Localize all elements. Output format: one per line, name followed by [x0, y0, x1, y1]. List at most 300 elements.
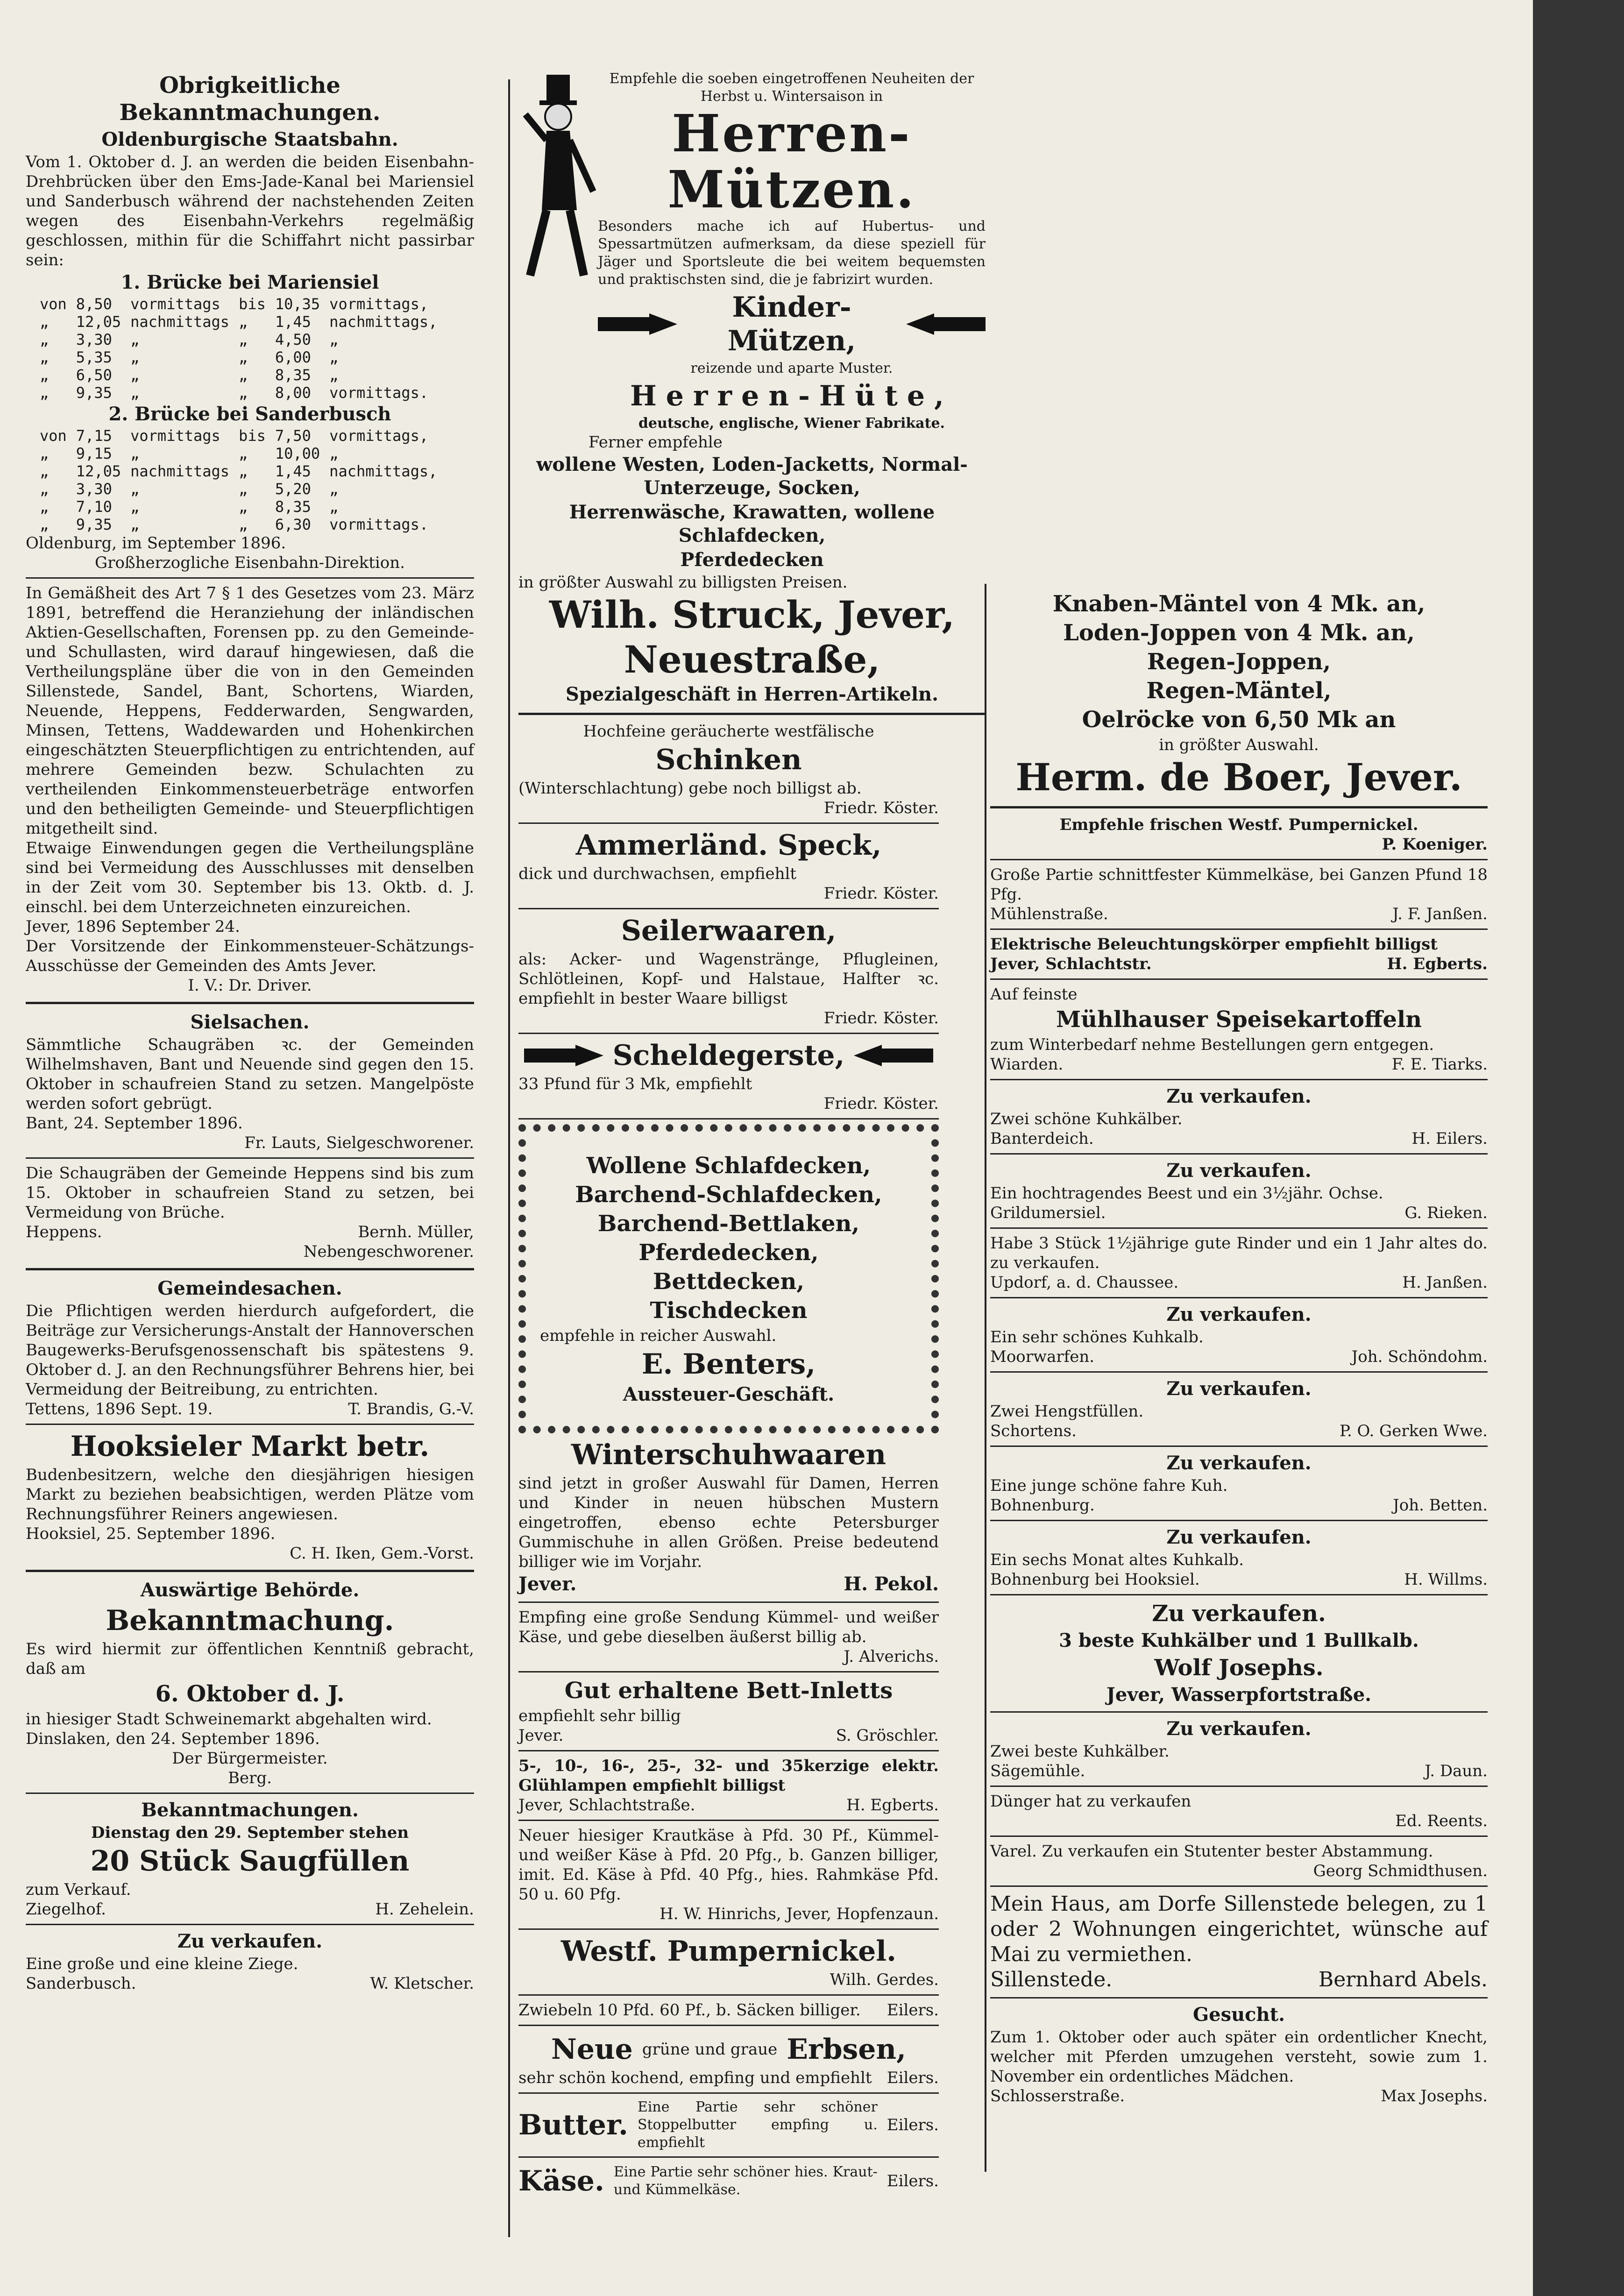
- schedule-row: [35, 331, 442, 348]
- schedule-row: [35, 384, 442, 402]
- divider: [518, 1750, 939, 1751]
- ad-text: sehr schön kochend, empfing und empfiehlt: [518, 2069, 872, 2087]
- schedule-cell: vormittags.: [329, 384, 429, 402]
- notice-signature: T. Brandis, G.-V.: [348, 1400, 474, 1418]
- ad-signature: Max Josephs.: [1381, 2087, 1488, 2105]
- ad-place: Mühlenstraße.: [990, 905, 1108, 923]
- schedule-cell: nachmittags,: [329, 462, 438, 480]
- notice-text: Etwaige Einwendungen gegen die Vertheilungspläne sind bei Vermeidung des Ausschlusses mit denselben in der Zeit vom 30. September bis 13. Oktb. d. J. einschl. bei dem Unterzeichneten einzureichen.: [26, 839, 479, 916]
- ad-place: Jever, Schlachtstraße.: [518, 1796, 695, 1814]
- ad-place: Banterdeich.: [990, 1129, 1094, 1148]
- ad-signature: H. Egberts.: [846, 1796, 939, 1814]
- divider: [518, 908, 939, 909]
- ad-text: Besonders mache ich auf Hubertus- und Spessartmützen aufmerksam, da diese speziell für Jäger und Sportsleute die bei weitem bequemsten und praktischsten sind, die je fabrizirt wurden.: [598, 218, 990, 288]
- ad-signature: H. W. Hinrichs, Jever, Hopfenzaun.: [660, 1905, 939, 1923]
- notice-text: in hiesiger Stadt Schweinemarkt abgehalten wird.: [26, 1710, 432, 1729]
- ad-signature: J. Alverichs.: [844, 1647, 939, 1666]
- ad-title: Wilh. Struck, Jever, Neuestraße,: [549, 593, 955, 681]
- ad-signature: H. Pekol.: [844, 1573, 939, 1595]
- schedule-cell: „: [239, 480, 248, 498]
- ad-text: Eine junge schöne fahre Kuh.: [990, 1476, 1228, 1495]
- ad-signature: Joh. Betten.: [1393, 1496, 1488, 1515]
- schedule-cell: „: [40, 480, 49, 498]
- ad-title: Erbsen,: [787, 2033, 906, 2066]
- notice-signature: Bernh. Müller,: [358, 1223, 474, 1241]
- schedule-cell: 6,00: [275, 348, 311, 366]
- divider: [518, 2156, 939, 2158]
- ad-place: Jever.: [518, 1726, 564, 1745]
- notice-text: zum Verkauf.: [26, 1880, 131, 1899]
- schedule-cell: „: [239, 331, 248, 348]
- divider: [518, 822, 939, 824]
- column-rule: [508, 79, 510, 2237]
- ad-intro: Hochfeine geräucherte westfälische: [583, 722, 874, 741]
- schedule-cell: „: [40, 366, 49, 384]
- ad-heading: Zu verkaufen.: [1166, 1304, 1312, 1325]
- divider: [518, 1820, 939, 1821]
- ad-signature: H. Egberts.: [1387, 955, 1488, 973]
- pointing-hand-icon: [524, 1043, 603, 1068]
- ad-signature: Friedr. Köster.: [823, 799, 939, 817]
- ad-text: 5-, 10-, 16-, 25-, 32- und 35kerzige elektr. Glühlampen empfiehlt billigst: [518, 1757, 944, 1795]
- scan-margin: [1533, 0, 1624, 2296]
- schedule-cell: vormittags,: [329, 295, 429, 313]
- ad-signature: Wolf Josephs.: [1154, 1655, 1324, 1681]
- divider: [990, 1227, 1488, 1229]
- notice-signature: Großherzogliche Eisenbahn-Direktion.: [95, 553, 405, 572]
- ad-intro: Auf feinste: [990, 985, 1078, 1004]
- ad-list: Tischdecken: [650, 1297, 808, 1324]
- ad-text: als: Acker- und Wagenstränge, Pflugleinen, Schlötleinen, Kopf- und Halstaue, Halfter ꝛc. empfiehlt in bester Waare billigst: [518, 950, 944, 1008]
- divider: [990, 1786, 1488, 1787]
- schedule-cell: 10,35: [275, 295, 320, 313]
- ad-text: Varel. Zu verkaufen ein Stutenter bester Abstammung.: [990, 1842, 1433, 1861]
- ad-place: Sägemühle.: [990, 1762, 1085, 1780]
- ad-title: Scheldegerste,: [612, 1039, 845, 1072]
- notice-text: Budenbesitzern, welche den diesjährigen hiesigen Markt zu beziehen beabsichtigen, werden Plätze vom Rechnungsführer Reiners angewiesen.: [26, 1466, 479, 1524]
- ad-title: Herren-Mützen.: [667, 103, 916, 220]
- ad-text: Ein sechs Monat altes Kuhkalb.: [990, 1551, 1244, 1569]
- pointing-hand-icon: [906, 312, 986, 337]
- ad-text: zum Winterbedarf nehme Bestellungen gern entgegen.: [990, 1035, 1434, 1054]
- schedule-cell: vormittags.: [329, 516, 429, 533]
- schedule-row: [35, 348, 442, 366]
- schedule-cell: „: [40, 348, 49, 366]
- schedule-cell: „: [329, 480, 339, 498]
- schedule-cell: 9,15: [76, 445, 112, 462]
- ad-signature: Ed. Reents.: [1395, 1812, 1488, 1830]
- divider: [990, 1297, 1488, 1298]
- ad-place: Schlosserstraße.: [990, 2087, 1125, 2105]
- divider: [518, 713, 986, 715]
- schedule-cell: nachmittags: [130, 313, 230, 331]
- ad-signature: J. F. Janßen.: [1392, 905, 1488, 923]
- schedule-cell: 6,30: [275, 516, 311, 533]
- divider: [26, 1157, 474, 1159]
- notice-signature: Berg.: [228, 1769, 272, 1787]
- notice-text: Die Pflichtigen werden hierdurch aufgefordert, die Beiträge zur Versicherungs-Anstalt der Hannoverschen Baugewerks-Berufsgenossenschaft bis spätestens 9. Oktober d. J. an den Rechnungsführer Behrens hier, bei Vermeidung der Beitreibung, zu entrichten.: [26, 1302, 479, 1399]
- section-header: Bekanntmachungen.: [141, 1799, 359, 1821]
- ad-signature: Eilers.: [886, 2001, 939, 2020]
- notice-date: 6. Oktober d. J.: [155, 1681, 345, 1707]
- schedule-row: [35, 462, 442, 480]
- schedule-cell: vormittags: [130, 295, 220, 313]
- schedule-cell: 12,05: [76, 313, 121, 331]
- notice-signature: Nebengeschworener.: [303, 1242, 474, 1261]
- notice-text: Die Schaugräben der Gemeinde Heppens sind bis zum 15. Oktober in schaufreien Stand zu setzen, bei Vermeidung von Brüche.: [26, 1164, 479, 1222]
- pointing-hand-icon: [598, 312, 677, 337]
- schedule-cell: von: [40, 427, 67, 445]
- schedule-cell: 3,30: [76, 331, 112, 348]
- divider: [990, 859, 1488, 860]
- notice-place: Oldenburg, im September 1896.: [26, 534, 286, 553]
- schedule-cell: vormittags: [130, 427, 220, 445]
- bridge-schedule-mariensiel: [35, 295, 442, 402]
- ad-heading: Zu verkaufen.: [1166, 1085, 1312, 1107]
- ad-signature: S. Gröschler.: [836, 1726, 939, 1745]
- notice-title: Zu verkaufen.: [177, 1930, 323, 1952]
- notice-title: Oldenburgische Staatsbahn.: [101, 128, 398, 150]
- schedule-cell: „: [329, 366, 339, 384]
- ad-signature: Friedr. Köster.: [823, 1094, 939, 1113]
- schedule-cell: 1,45: [275, 313, 311, 331]
- ad-subtitle: reizende und aparte Muster.: [690, 360, 893, 376]
- notice-signature: Der Bürgermeister.: [172, 1749, 328, 1768]
- notice-place: Dinslaken, den 24. September 1896.: [26, 1729, 320, 1748]
- divider: [26, 1793, 474, 1794]
- notice-place: Ziegelhof.: [26, 1900, 106, 1919]
- divider: [990, 1153, 1488, 1155]
- divider: [518, 2092, 939, 2094]
- ad-title: Herm. de Boer, Jever.: [1015, 755, 1462, 799]
- divider: [26, 1002, 474, 1004]
- notice-signature: W. Kletscher.: [370, 1974, 474, 1993]
- bridge-schedule-sanderbusch: [35, 427, 442, 533]
- ad-heading: Zu verkaufen.: [1166, 1378, 1312, 1400]
- schedule-cell: „: [239, 366, 248, 384]
- ad-title: Ammerländ. Speck,: [575, 829, 882, 862]
- ad-place: Wiarden.: [990, 1055, 1064, 1074]
- schedule-cell: 9,35: [76, 516, 112, 533]
- ad-place: Jever, Wasserpfortstraße.: [1106, 1684, 1372, 1706]
- divider: [518, 1928, 939, 1930]
- schedule-cell: „: [40, 384, 49, 402]
- schedule-cell: „: [130, 348, 140, 366]
- ad-place: Bohnenburg.: [990, 1496, 1095, 1515]
- ad-place: Updorf, a. d. Chaussee.: [990, 1273, 1179, 1292]
- section-header: Auswärtige Behörde.: [140, 1579, 360, 1601]
- schedule-cell: 8,35: [275, 498, 311, 516]
- ad-list: Knaben-Mäntel von 4 Mk. an,: [1052, 591, 1425, 617]
- ad-text: Dünger hat zu verkaufen: [990, 1792, 1191, 1811]
- schedule-cell: „: [239, 384, 248, 402]
- schedule-cell: von: [40, 295, 67, 313]
- section-header: Gemeindesachen.: [157, 1277, 342, 1299]
- divider: [990, 1997, 1488, 1998]
- notice-signature: C. H. Iken, Gem.-Vorst.: [290, 1544, 474, 1563]
- ad-title: Seilerwaaren,: [621, 914, 837, 947]
- schedule-cell: „: [329, 498, 339, 516]
- schedule-cell: 7,50: [275, 427, 311, 445]
- schedule-cell: 4,50: [275, 331, 311, 348]
- schedule-cell: „: [329, 348, 339, 366]
- divider: [990, 928, 1488, 930]
- schedule-cell: „: [239, 516, 248, 533]
- schedule-title: 2. Brücke bei Sanderbusch: [108, 403, 391, 425]
- schedule-row: [35, 498, 442, 516]
- divider: [990, 1520, 1488, 1521]
- notice-signature: I. V.: Dr. Driver.: [188, 976, 312, 995]
- schedule-cell: 5,35: [76, 348, 112, 366]
- divider: [990, 978, 1488, 980]
- schedule-cell: „: [40, 313, 49, 331]
- ad-place: Sillenstede.: [990, 1968, 1113, 1991]
- divider: [990, 1594, 1488, 1595]
- ad-heading: Gesucht.: [1192, 2004, 1285, 2026]
- divider: [518, 1118, 939, 1120]
- divider: [518, 1602, 939, 1603]
- schedule-cell: „: [40, 462, 49, 480]
- ad-text: Eine Partie sehr schöner Stoppelbutter empfing u. empfiehlt: [637, 2099, 882, 2151]
- schedule-row: [35, 295, 442, 313]
- ad-list: Oelröcke von 6,50 Mk an: [1082, 707, 1396, 733]
- ad-text: Zwei Hengstfüllen.: [990, 1402, 1144, 1421]
- schedule-cell: „: [40, 498, 49, 516]
- ad-subtitle: in größter Auswahl.: [1159, 736, 1319, 754]
- ad-text: Neuer hiesiger Krautkäse à Pfd. 30 Pf., Kümmel- und weißer Käse à Pfd. 20 Pfg., b. Ganzen billiger, imit. Ed. Käse à Pfd. 40 Pfg., hies. Rahmkäse Pfd. 50 u. 60 Pfg.: [518, 1826, 944, 1904]
- divider: [26, 577, 474, 579]
- schedule-cell: „: [329, 445, 339, 462]
- ad-heading: Zu verkaufen.: [1166, 1160, 1312, 1182]
- schedule-cell: 7,10: [76, 498, 112, 516]
- ad-signature: Eilers.: [886, 2069, 939, 2087]
- schedule-cell: „: [130, 366, 140, 384]
- ad-list: Pferdedecken: [680, 549, 824, 571]
- schedule-row: [35, 480, 442, 498]
- ad-text: Zwiebeln 10 Pfd. 60 Pf., b. Säcken billiger.: [518, 2001, 861, 2020]
- ad-text: Eine Partie sehr schöner hies. Kraut- und Kümmelkäse.: [613, 2164, 882, 2198]
- ad-list: Barchend-Schlafdecken,: [575, 1182, 882, 1208]
- ad-text: 33 Pfund für 3 Mk, empfiehlt: [518, 1075, 752, 1093]
- schedule-cell: „: [130, 384, 140, 402]
- ad-signature: Friedr. Köster.: [823, 1009, 939, 1028]
- ad-title: Gut erhaltene Bett-Inletts: [564, 1678, 893, 1704]
- schedule-cell: vormittags,: [329, 427, 429, 445]
- notice-place: Jever, 1896 September 24.: [26, 917, 240, 936]
- notice-text: Vom 1. Oktober d. J. an werden die beiden Eisenbahn-Drehbrücken über den Ems-Jade-Kanal bei Mariensiel und Sanderbusch während der nachstehenden Zeiten wegen des Eisenbahn-Verkehrs regelmäßig geschlossen, mithin für die Schiffahrt nicht passirbar sein:: [26, 153, 479, 269]
- ad-heading: Zu verkaufen.: [1166, 1526, 1312, 1548]
- ad-text: sind jetzt in großer Auswahl für Damen, Herren und Kinder in neuen hübschen Mustern eingetroffen, ebenso echte Petersburger Gummischuhe in allen Größen. Preise bedeutend billiger wie im Vorjahr.: [518, 1474, 944, 1571]
- notice-place: Hooksiel, 25. September 1896.: [26, 1524, 276, 1543]
- ad-signature: Joh. Schöndohm.: [1351, 1347, 1488, 1366]
- schedule-cell: „: [329, 331, 339, 348]
- ad-signature: Wilh. Gerdes.: [830, 1970, 939, 1989]
- notice-text: In Gemäßheit des Art 7 § 1 des Gesetzes vom 23. März 1891, betreffend die Heranziehung der inländischen Aktien-Gesellschaften, Forensen pp. zu den Gemeinde- und Schullasten, wird darauf hingewiesen, daß die Vertheilungspläne über die von in den Gemeinden Sillenstede, Sandel, Bant, Schortens, Wiarden, Neuende, Heppens, Fedderwarden, Sengwarden, Minsen, Tettens, Waddewarden und Hohenkirchen eingeschätzten Steuerpflichtigen zu entrichtenden, auf mehrere Gemeinden bezw. Schulachten zu vertheilenden Einkommensteuerbeträge entworfen und den betheiligten Gemeinde- und Steuerpflichtigen mitgetheilt sind.: [26, 584, 479, 838]
- ad-text: Ein hochtragendes Beest und ein 3½jähr. Ochse.: [990, 1184, 1383, 1203]
- ad-place: Schortens.: [990, 1422, 1077, 1440]
- schedule-cell: „: [130, 445, 140, 462]
- schedule-cell: 8,35: [275, 366, 311, 384]
- ad-signature: Georg Schmidthusen.: [1313, 1862, 1488, 1880]
- ad-heading: Zu verkaufen.: [1166, 1718, 1312, 1740]
- ad-title: Westf. Pumpernickel.: [561, 1935, 896, 1968]
- ad-list: Herrenwäsche, Krawatten, wollene Schlafdecken,: [569, 501, 935, 546]
- ad-intro: Ferner empfehle: [589, 433, 723, 452]
- ad-list: Regen-Joppen,: [1147, 649, 1331, 675]
- ad-signature: P. O. Gerken Wwe.: [1339, 1422, 1488, 1440]
- column-advertisements: [518, 70, 990, 2200]
- notice-text: Es wird hiermit zur öffentlichen Kenntniß gebracht, daß am: [26, 1640, 479, 1678]
- ad-heading: Zu verkaufen.: [1152, 1601, 1326, 1627]
- notice-place: Sanderbusch.: [26, 1974, 136, 1993]
- section-header: Obrigkeitliche Bekanntmachungen.: [119, 72, 381, 126]
- ad-signature: P. Koeniger.: [1382, 835, 1488, 854]
- divider: [26, 1924, 474, 1925]
- ad-subtitle: in größter Auswahl zu billigsten Preisen.: [518, 573, 848, 592]
- divider: [518, 1671, 939, 1672]
- schedule-row: [35, 366, 442, 384]
- ad-list: Loden-Joppen von 4 Mk. an,: [1063, 620, 1415, 646]
- ad-text: Zum 1. Oktober oder auch später ein ordentlicher Knecht, welcher mit Pferden umzugehen versteht, sowie zum 1. November ein ordentliches Mädchen.: [990, 2028, 1493, 2086]
- schedule-row: [35, 445, 442, 462]
- divider: [990, 1079, 1488, 1080]
- ad-title: Winterschuhwaaren: [571, 1439, 886, 1471]
- schedule-row: [35, 516, 442, 533]
- ad-signature: F. E. Tiarks.: [1391, 1055, 1488, 1074]
- schedule-cell: „: [40, 445, 49, 462]
- schedule-cell: 9,35: [76, 384, 112, 402]
- ad-title: Schinken: [655, 744, 802, 776]
- ad-list: Wollene Schlafdecken,: [586, 1153, 871, 1179]
- ad-signature: Friedr. Köster.: [823, 884, 939, 903]
- ad-text: (Winterschlachtung) gebe noch billigst ab.: [518, 779, 862, 798]
- ad-text: Empfing eine große Sendung Kümmel- und weißer Käse, und gebe dieselben äußerst billig ab.: [518, 1608, 944, 1646]
- ad-text: Zwei beste Kuhkälber.: [990, 1742, 1170, 1761]
- notice-title: Bekanntmachung.: [106, 1604, 394, 1637]
- schedule-cell: 6,50: [76, 366, 112, 384]
- ad-place: Bohnenburg bei Hooksiel.: [990, 1570, 1200, 1589]
- ad-place: Moorwarfen.: [990, 1347, 1095, 1366]
- schedule-cell: „: [239, 348, 248, 366]
- divider: [518, 2025, 939, 2026]
- schedule-cell: „: [130, 480, 140, 498]
- schedule-cell: „: [239, 498, 248, 516]
- divider: [26, 1268, 474, 1270]
- schedule-cell: „: [239, 462, 248, 480]
- divider: [518, 1994, 939, 1996]
- ad-title: E. Benters,: [641, 1348, 816, 1381]
- divider: [990, 1885, 1488, 1887]
- notice-signature: Fr. Lauts, Sielgeschworener.: [244, 1134, 474, 1152]
- notice-place: Heppens.: [26, 1223, 102, 1241]
- gentleman-figure-illustration: [518, 70, 598, 290]
- schedule-cell: bis: [239, 427, 266, 445]
- notice-title: 20 Stück Saugfüllen: [90, 1845, 410, 1878]
- ad-list: Pferdedecken,: [638, 1240, 819, 1266]
- divider: [26, 1570, 474, 1572]
- notice-signature: Der Vorsitzende der Einkommensteuer-Schätzungs-Ausschüsse der Gemeinden des Amts Jever.: [26, 937, 474, 975]
- schedule-row: [35, 313, 442, 331]
- ad-text: Ein sehr schönes Kuhkalb.: [990, 1328, 1204, 1346]
- ad-subtitle: Spezialgeschäft in Herren-Artikeln.: [565, 683, 939, 705]
- schedule-cell: „: [130, 498, 140, 516]
- divider: [518, 1033, 939, 1034]
- column-official-notices: [26, 70, 479, 1993]
- ad-text: empfiehlt sehr billig: [518, 1707, 681, 1725]
- ad-signature: Eilers.: [886, 2172, 939, 2190]
- ad-list: Regen-Mäntel,: [1146, 678, 1332, 704]
- schedule-cell: 8,00: [275, 384, 311, 402]
- ad-text: Elektrische Beleuchtungskörper empfiehlt billigst: [990, 935, 1438, 954]
- divider: [990, 1835, 1488, 1837]
- ad-text: Habe 3 Stück 1½jährige gute Rinder und ein 1 Jahr altes do. zu verkaufen.: [990, 1234, 1493, 1272]
- divider: [990, 1446, 1488, 1447]
- notice-text: Dienstag den 29. September stehen: [91, 1823, 409, 1842]
- notice-text: Eine große und eine kleine Ziege.: [26, 1955, 298, 1973]
- schedule-cell: „: [239, 445, 248, 462]
- ad-text: Große Partie schnittfester Kümmelkäse, bei Ganzen Pfund 18 Pfg.: [990, 865, 1493, 904]
- ad-title: Butter.: [518, 2109, 628, 2141]
- ad-title: Kinder-Mützen,: [727, 291, 856, 357]
- ad-signature: H. Eilers.: [1411, 1129, 1488, 1148]
- ad-intro: Empfehle die soeben eingetroffenen Neuheiten der Herbst u. Wintersaison in: [609, 71, 979, 105]
- schedule-cell: „: [239, 313, 248, 331]
- ad-text: Empfehle frischen Westf. Pumpernickel.: [1059, 815, 1418, 834]
- notice-text: Sämmtliche Schaugräben ꝛc. der Gemeinden Wilhelmshaven, Bant und Neuende sind gegen den 15. Oktober in schaufreien Stand zu setzen. Mangelpöste werden sofort gebrügt.: [26, 1035, 479, 1113]
- ad-list: Bettdecken,: [652, 1268, 805, 1295]
- ad-text: grüne und graue: [642, 2040, 778, 2059]
- column-classifieds: [990, 588, 1494, 2106]
- schedule-cell: 1,45: [275, 462, 311, 480]
- ad-signature: Bernhard Abels.: [1318, 1968, 1488, 1991]
- divider: [26, 1424, 474, 1425]
- schedule-row: [35, 427, 442, 445]
- ad-subtitle: deutsche, englische, Wiener Fabrikate.: [638, 415, 945, 432]
- schedule-cell: „: [40, 516, 49, 533]
- schedule-cell: „: [130, 331, 140, 348]
- schedule-cell: nachmittags,: [329, 313, 438, 331]
- schedule-cell: 12,05: [76, 462, 121, 480]
- pointing-hand-icon: [854, 1043, 933, 1068]
- ad-signature: H. Willms.: [1404, 1570, 1488, 1589]
- schedule-cell: „: [40, 331, 49, 348]
- ad-list: wollene Westen, Loden-Jacketts, Normal-Unterzeuge, Socken,: [536, 454, 968, 499]
- ad-signature: J. Daun.: [1425, 1762, 1488, 1780]
- section-header: Sielsachen.: [190, 1011, 310, 1033]
- notice-place: Bant, 24. September 1896.: [26, 1114, 243, 1133]
- schedule-title: 1. Brücke bei Mariensiel: [121, 271, 379, 293]
- schedule-cell: 8,50: [76, 295, 112, 313]
- notice-signature: H. Zehelein.: [375, 1900, 474, 1919]
- ad-place: Jever.: [518, 1573, 577, 1595]
- ad-text: Mein Haus, am Dorfe Sillenstede belegen, zu 1 oder 2 Wohnungen eingerichtet, wünsche auf Mai zu vermiethen.: [990, 1892, 1494, 1966]
- ad-signature: H. Janßen.: [1402, 1273, 1488, 1292]
- ad-text: 3 beste Kuhkälber und 1 Bullkalb.: [1059, 1630, 1419, 1651]
- ad-signature: Eilers.: [886, 2116, 939, 2134]
- ad-title: Neue: [551, 2033, 633, 2066]
- ad-title: Mühlhauser Speisekartoffeln: [1056, 1006, 1422, 1033]
- bordered-ad-benters: [518, 1124, 939, 1433]
- ad-subtitle: empfehle in reicher Auswahl.: [540, 1326, 777, 1345]
- divider: [990, 1371, 1488, 1373]
- schedule-cell: 5,20: [275, 480, 311, 498]
- ad-heading: Zu verkaufen.: [1166, 1452, 1312, 1474]
- schedule-cell: 7,15: [76, 427, 112, 445]
- ad-text: dick und durchwachsen, empfiehlt: [518, 865, 797, 883]
- ad-place: Grildumersiel.: [990, 1204, 1106, 1222]
- schedule-cell: 3,30: [76, 480, 112, 498]
- notice-place: Tettens, 1896 Sept. 19.: [26, 1400, 213, 1418]
